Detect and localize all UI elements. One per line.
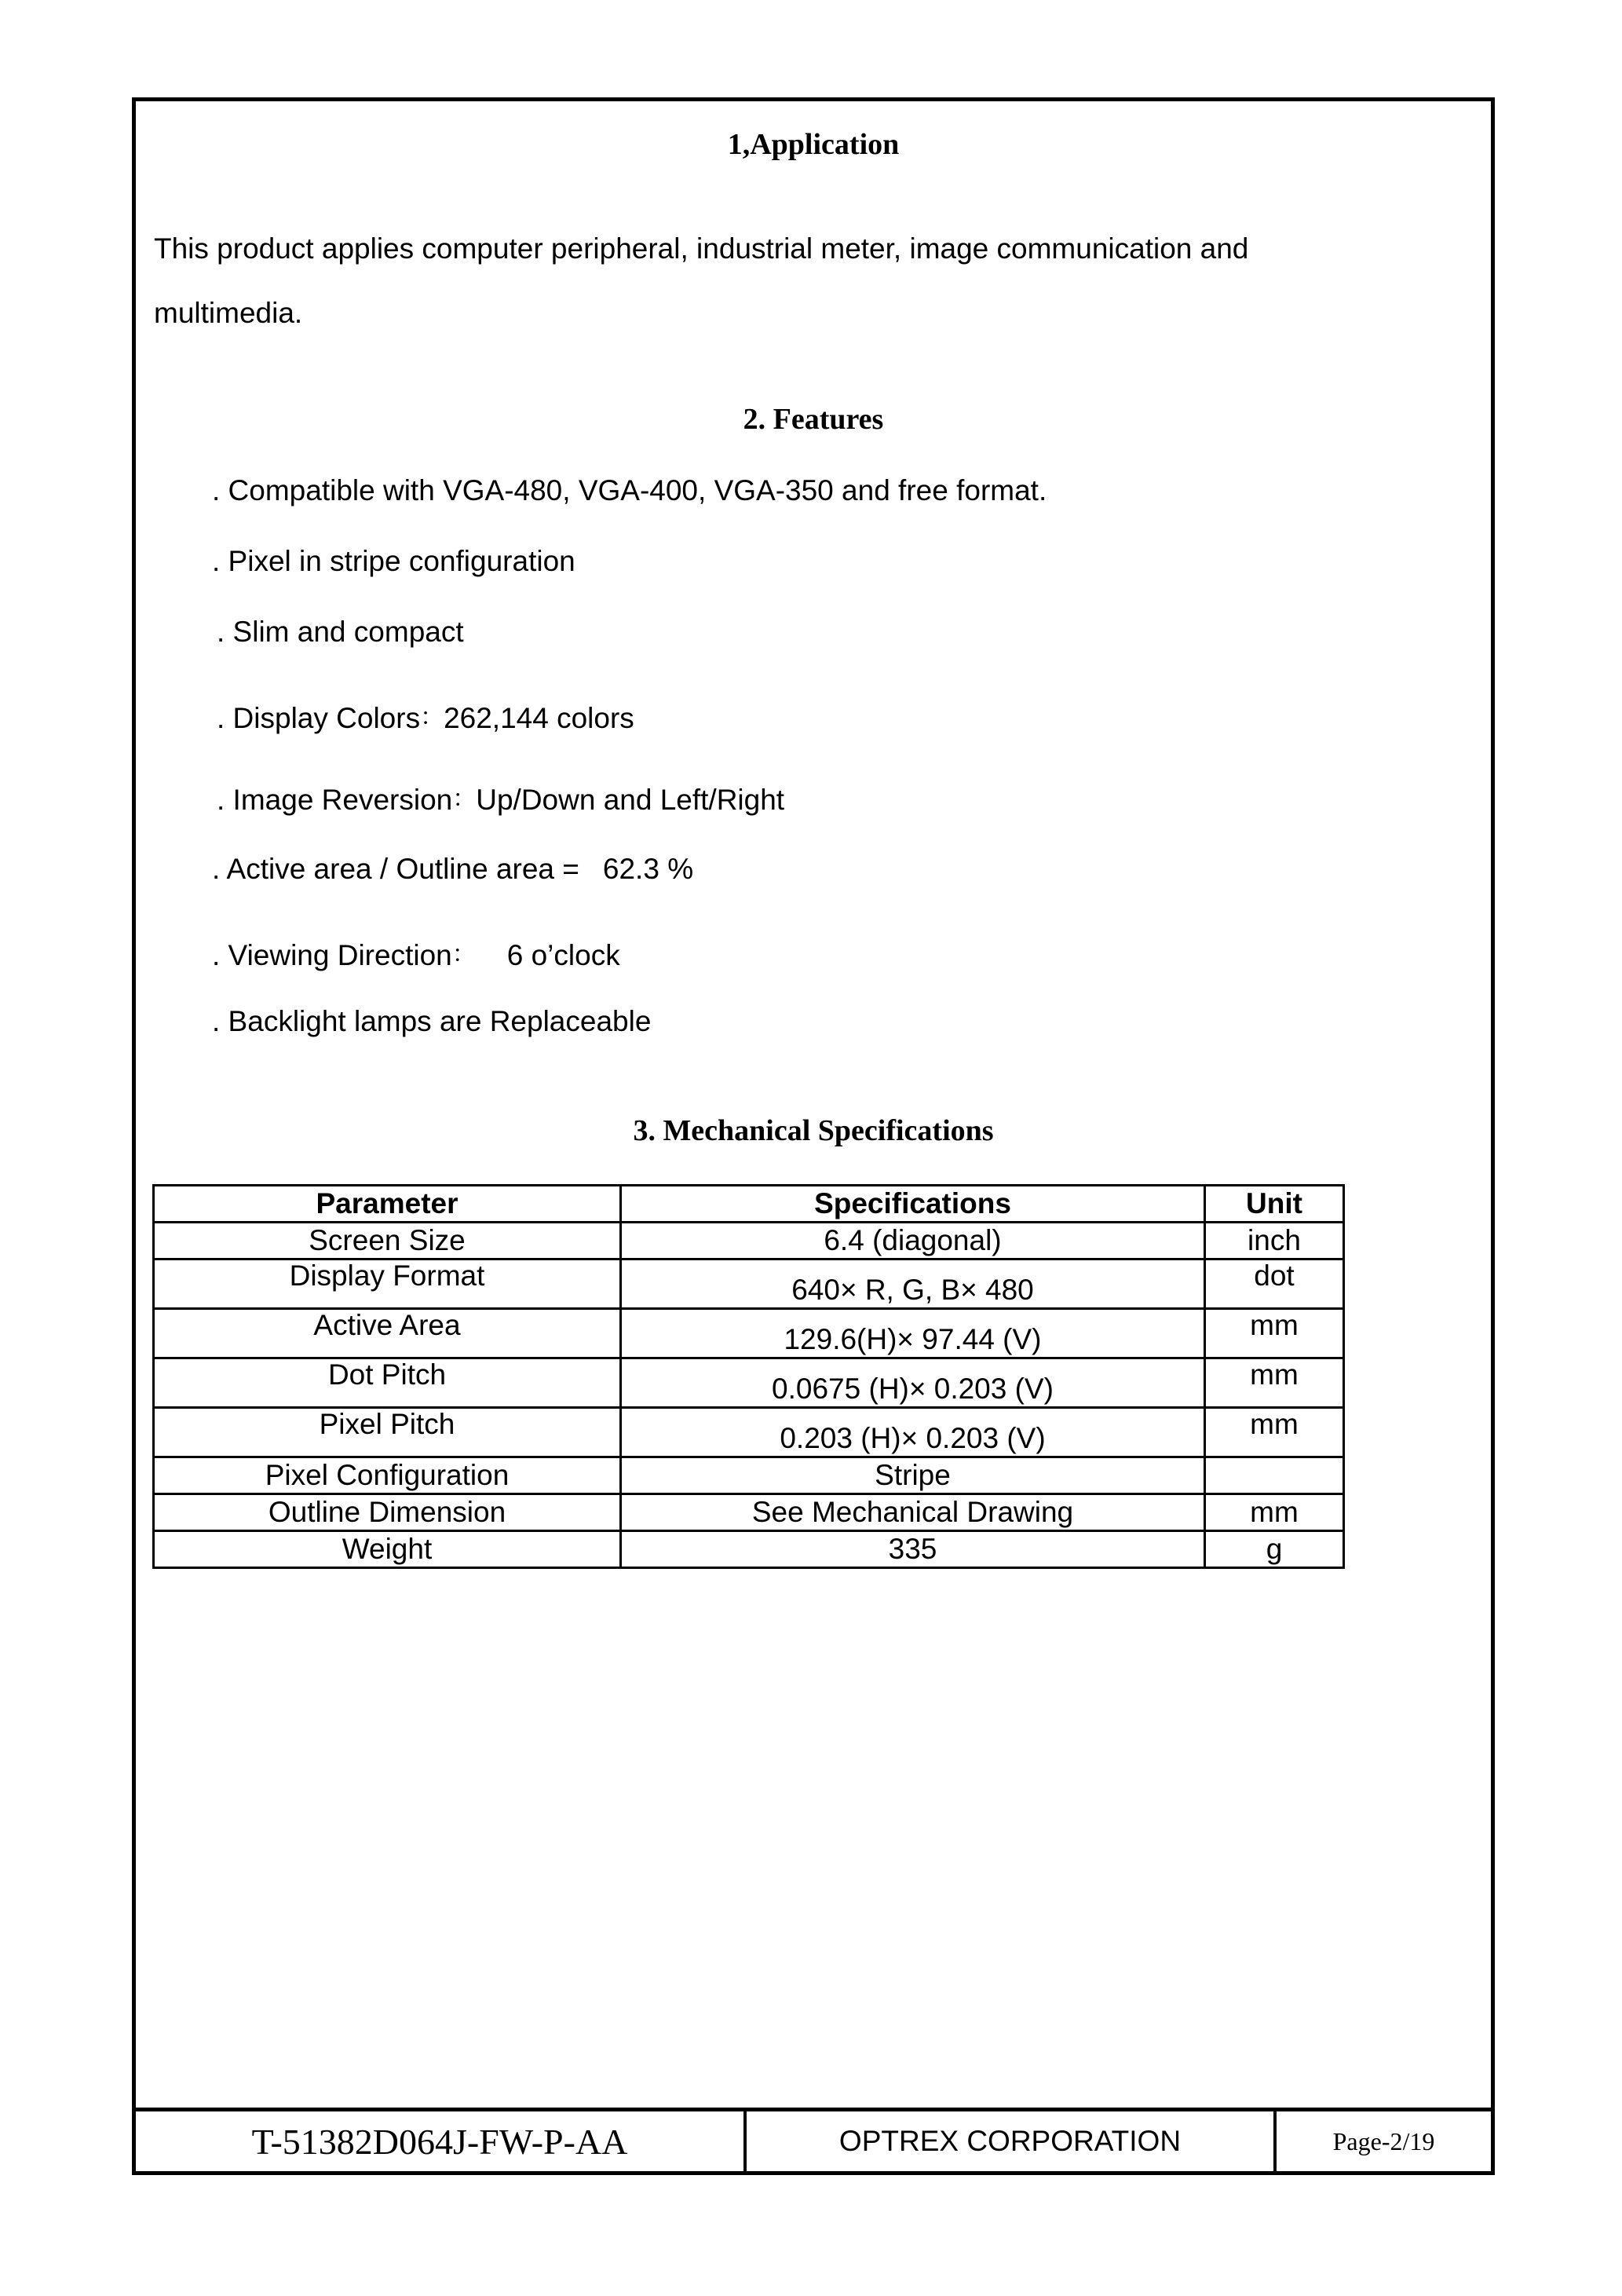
- feature-item: . Viewing Direction： 6 o’clock: [212, 939, 620, 971]
- column-header-parameter: Parameter: [154, 1186, 621, 1223]
- section-mechanical-title: 3. Mechanical Specifications: [633, 1114, 994, 1147]
- footer-page-number: Page-2/19: [1332, 2126, 1435, 2155]
- table-row: Dot Pitch 0.0675 (H)× 0.203 (V) mm: [154, 1358, 1344, 1408]
- table-row: Outline Dimension See Mechanical Drawing mm: [154, 1494, 1344, 1531]
- section-application-title: 1,Application: [727, 128, 900, 161]
- feature-item: . Compatible with VGA-480, VGA-400, VGA-350 and free format.: [212, 474, 1047, 506]
- feature-item: . Backlight lamps are Replaceable: [212, 1005, 652, 1037]
- feature-item: . Active area / Outline area = 62.3 %: [212, 853, 694, 885]
- footer-doc-number: T-51382D064J-FW-P-AA: [136, 2111, 747, 2171]
- feature-item: . Display Colors：262,144 colors: [217, 702, 634, 734]
- table-row: Pixel Configuration Stripe: [154, 1457, 1344, 1494]
- table-row: Display Format 640× R, G, B× 480 dot: [154, 1260, 1344, 1309]
- page-footer: [132, 2108, 1495, 2175]
- table-row: Screen Size 6.4 (diagonal) inch: [154, 1223, 1344, 1260]
- table-row: Pixel Pitch 0.203 (H)× 0.203 (V) mm: [154, 1408, 1344, 1457]
- mechanical-spec-table: [152, 1184, 1345, 1569]
- application-text-line-2: multimedia.: [154, 297, 303, 329]
- column-header-specifications: Specifications: [621, 1186, 1205, 1223]
- feature-item: . Image Reversion：Up/Down and Left/Right: [217, 784, 785, 816]
- feature-item: . Pixel in stripe configuration: [212, 545, 575, 577]
- table-row: Weight 335 g: [154, 1531, 1344, 1568]
- application-text-line-1: This product applies computer peripheral, industrial meter, image communication and: [154, 232, 1249, 265]
- footer-company: OPTREX CORPORATION: [747, 2111, 1277, 2171]
- table-row: Active Area 129.6(H)× 97.44 (V) mm: [154, 1309, 1344, 1358]
- column-header-unit: Unit: [1205, 1186, 1344, 1223]
- table-header-row: [154, 1186, 1344, 1223]
- feature-item: . Slim and compact: [217, 616, 464, 648]
- section-features-title: 2. Features: [743, 403, 884, 436]
